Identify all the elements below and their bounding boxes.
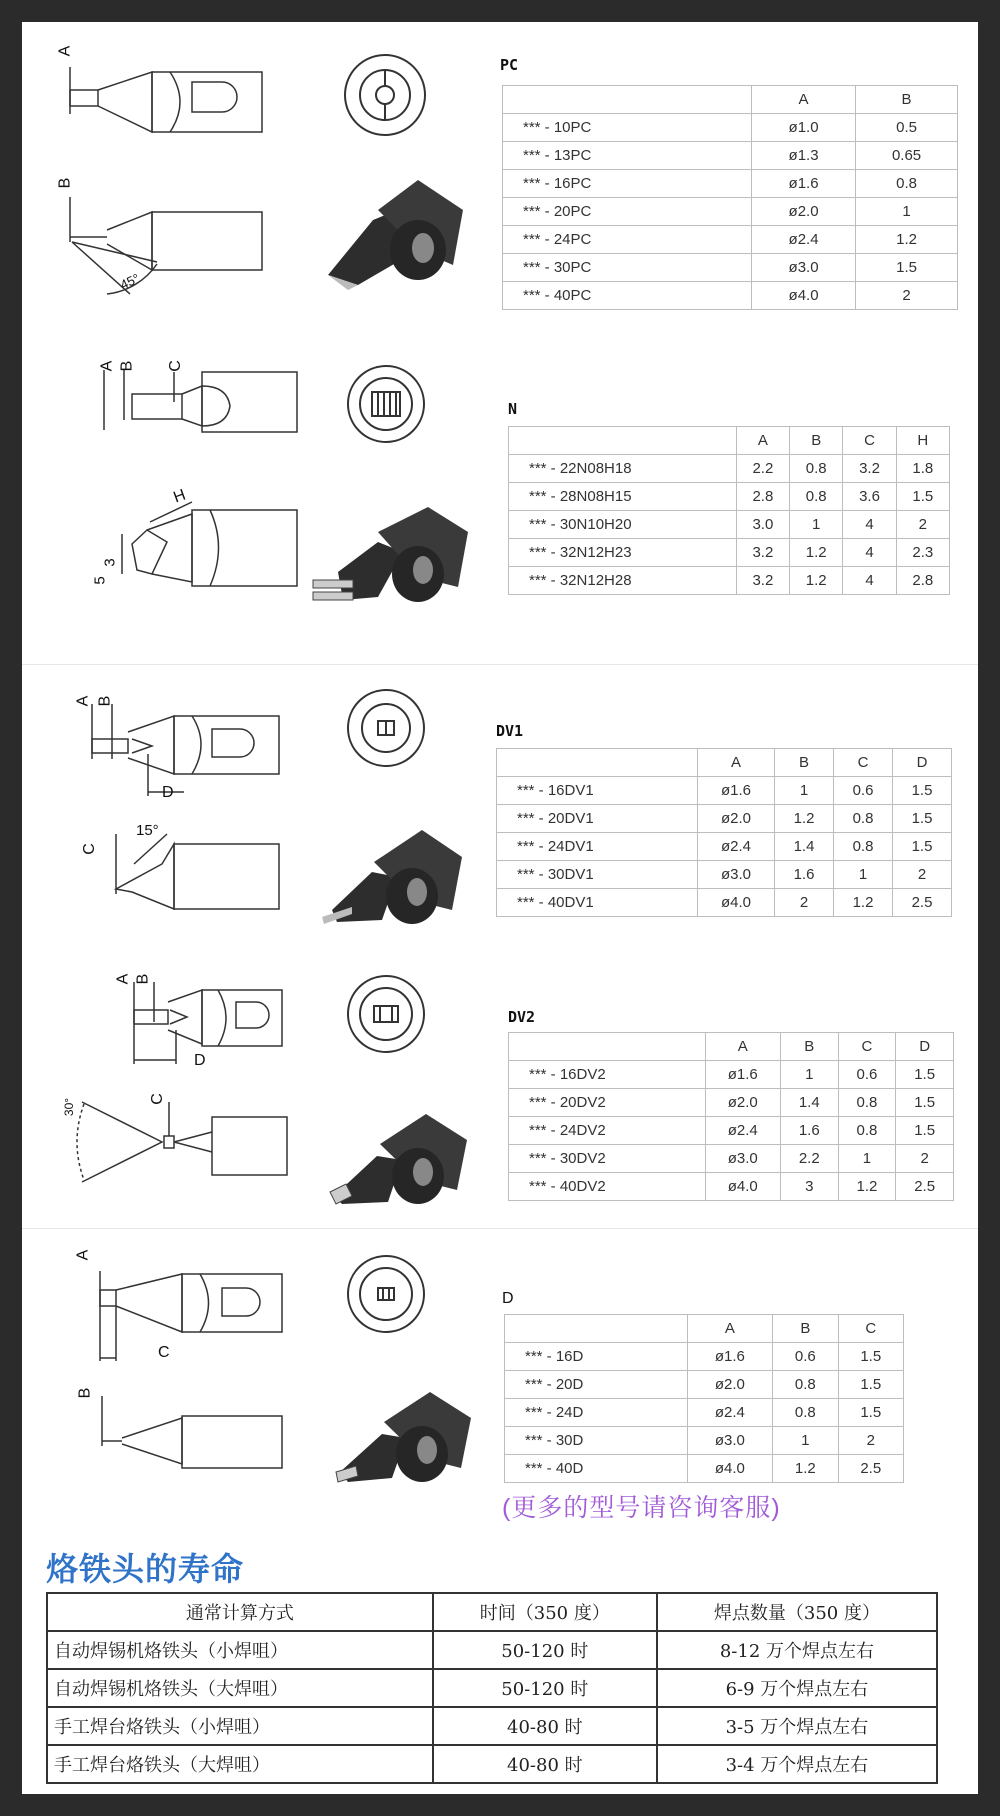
value-cell: ø3.0: [697, 861, 774, 889]
table-header-cell: B: [775, 749, 834, 777]
value-cell: 1.6: [780, 1117, 838, 1145]
value-cell: 1.5: [893, 833, 952, 861]
value-cell: 2: [896, 511, 949, 539]
model-cell: *** - 40PC: [503, 282, 752, 310]
model-cell: *** - 20D: [505, 1371, 688, 1399]
value-cell: 1.5: [896, 1117, 954, 1145]
model-cell: *** - 24D: [505, 1399, 688, 1427]
value-cell: 1.2: [773, 1455, 838, 1483]
table-header-cell: 时间（350 度）: [433, 1593, 657, 1631]
table-row: [503, 254, 958, 282]
value-cell: ø2.4: [752, 226, 856, 254]
model-cell: *** - 24PC: [503, 226, 752, 254]
table-row: [505, 1399, 904, 1427]
table-row: [47, 1631, 937, 1669]
value-cell: 0.8: [790, 455, 843, 483]
table-row: [509, 1173, 954, 1201]
value-cell: 1.5: [856, 254, 958, 282]
dv1-label-a: A: [74, 695, 92, 707]
table-row: [503, 198, 958, 226]
dv2-label-d: D: [194, 1052, 206, 1069]
dv2-label-angle: 30°: [62, 1097, 77, 1117]
value-cell: 4: [843, 511, 896, 539]
dv2-spec-table: [508, 1032, 954, 1201]
tip-life-table: [46, 1592, 938, 1784]
value-cell: ø3.0: [752, 254, 856, 282]
value-cell: 0.8: [834, 805, 893, 833]
value-cell: 1.5: [896, 483, 949, 511]
value-cell: 3.6: [843, 483, 896, 511]
pc-spec-table: [502, 85, 958, 310]
table-row: [505, 1427, 904, 1455]
dv1-tip-end-view-icon: [344, 686, 428, 770]
table-header-cell: C: [834, 749, 893, 777]
pc-label-b: B: [56, 177, 74, 189]
value-cell: ø1.6: [705, 1061, 780, 1089]
dv2-tip-end-view-icon: [344, 972, 428, 1056]
table-header-row: [47, 1593, 937, 1631]
table-row: [503, 170, 958, 198]
d-label-c: C: [158, 1344, 170, 1361]
value-cell: ø1.6: [697, 777, 774, 805]
table-header-cell: B: [773, 1315, 838, 1343]
value-cell: ø4.0: [687, 1455, 772, 1483]
d-tip-end-view-icon: [344, 1252, 428, 1336]
table-row: [47, 1669, 937, 1707]
value-cell: 1.4: [775, 833, 834, 861]
value-cell: 2.5: [896, 1173, 954, 1201]
table-row: [505, 1371, 904, 1399]
dv1-title: DV1: [496, 722, 524, 740]
model-cell: *** - 22N08H18: [509, 455, 737, 483]
table-header-cell: A: [736, 427, 789, 455]
table-header-cell: B: [856, 86, 958, 114]
section-n: [22, 322, 978, 662]
model-cell: *** - 20PC: [503, 198, 752, 226]
n-tip-end-view-icon: [344, 362, 428, 446]
dv1-tip-profile-diagram: [72, 684, 292, 924]
table-header-cell: B: [780, 1033, 838, 1061]
table-row: [509, 511, 950, 539]
value-cell: ø4.0: [705, 1173, 780, 1201]
model-cell: *** - 30PC: [503, 254, 752, 282]
model-cell: *** - 13PC: [503, 142, 752, 170]
model-cell: *** - 30DV1: [497, 861, 698, 889]
d-tip-profile-diagram: [82, 1246, 292, 1476]
dv2-tip-profile-diagram: [62, 972, 292, 1202]
value-cell: 0.6: [773, 1343, 838, 1371]
table-header-cell: C: [843, 427, 896, 455]
model-cell: *** - 32N12H23: [509, 539, 737, 567]
section-pc: [22, 22, 978, 322]
pc-label-angle: 45°: [117, 270, 142, 293]
model-cell: 自动焊锡机烙铁头（大焊咀）: [47, 1669, 433, 1707]
value-cell: 0.8: [773, 1371, 838, 1399]
model-cell: *** - 24DV1: [497, 833, 698, 861]
value-cell: ø2.0: [752, 198, 856, 226]
value-cell: 1: [834, 861, 893, 889]
table-header-cell: [497, 749, 698, 777]
n-label-a: A: [98, 360, 116, 372]
table-row: [497, 833, 952, 861]
table-row: [503, 226, 958, 254]
value-cell: 0.8: [773, 1399, 838, 1427]
value-cell: 1: [790, 511, 843, 539]
dv1-label-c: C: [80, 843, 98, 855]
table-header-cell: [503, 86, 752, 114]
dv1-label-d: D: [162, 784, 174, 801]
value-cell: 40-80 时: [433, 1745, 657, 1783]
value-cell: 0.8: [838, 1089, 896, 1117]
model-cell: *** - 28N08H15: [509, 483, 737, 511]
table-header-cell: A: [705, 1033, 780, 1061]
table-row: [509, 1089, 954, 1117]
table-row: [497, 861, 952, 889]
value-cell: 8-12 万个焊点左右: [657, 1631, 937, 1669]
value-cell: 1: [780, 1061, 838, 1089]
value-cell: 0.8: [834, 833, 893, 861]
value-cell: 1: [838, 1145, 896, 1173]
model-cell: *** - 20DV2: [509, 1089, 706, 1117]
section-dv2: [22, 952, 978, 1222]
dv1-label-angle: 15°: [136, 822, 159, 839]
value-cell: 0.8: [856, 170, 958, 198]
value-cell: ø2.0: [687, 1371, 772, 1399]
n-label-c: C: [166, 360, 184, 372]
value-cell: ø1.6: [752, 170, 856, 198]
dv2-label-c: C: [148, 1093, 166, 1105]
pc-tip-3d-render-icon: [318, 170, 468, 295]
table-row: [47, 1745, 937, 1783]
value-cell: 50-120 时: [433, 1669, 657, 1707]
table-row: [509, 1117, 954, 1145]
value-cell: 3.2: [736, 567, 789, 595]
value-cell: 1.2: [834, 889, 893, 917]
table-header-row: [505, 1315, 904, 1343]
table-row: [509, 539, 950, 567]
value-cell: 0.8: [790, 483, 843, 511]
table-header-cell: 焊点数量（350 度）: [657, 1593, 937, 1631]
value-cell: 1.5: [893, 777, 952, 805]
value-cell: 1.8: [896, 455, 949, 483]
value-cell: 4: [843, 567, 896, 595]
value-cell: 3.0: [736, 511, 789, 539]
d-label-b: B: [76, 1387, 94, 1399]
more-models-note: (更多的型号请咨询客服): [502, 1494, 781, 1522]
value-cell: 3-5 万个焊点左右: [657, 1707, 937, 1745]
value-cell: 1.2: [856, 226, 958, 254]
table-row: [47, 1707, 937, 1745]
table-row: [509, 567, 950, 595]
value-cell: 1.5: [838, 1371, 903, 1399]
value-cell: 2: [893, 861, 952, 889]
table-header-row: [509, 1033, 954, 1061]
value-cell: 40-80 时: [433, 1707, 657, 1745]
value-cell: ø4.0: [752, 282, 856, 310]
value-cell: ø3.0: [705, 1145, 780, 1173]
model-cell: *** - 30D: [505, 1427, 688, 1455]
table-row: [509, 483, 950, 511]
value-cell: 1.5: [896, 1061, 954, 1089]
dv2-title: DV2: [508, 1008, 536, 1026]
table-header-cell: C: [838, 1033, 896, 1061]
table-row: [497, 777, 952, 805]
value-cell: 3: [780, 1173, 838, 1201]
n-tip-3d-render-icon: [308, 502, 478, 622]
table-row: [509, 455, 950, 483]
value-cell: ø2.4: [687, 1399, 772, 1427]
model-cell: *** - 10PC: [503, 114, 752, 142]
value-cell: ø3.0: [687, 1427, 772, 1455]
value-cell: 3.2: [843, 455, 896, 483]
model-cell: 手工焊台烙铁头（大焊咀）: [47, 1745, 433, 1783]
table-header-row: [497, 749, 952, 777]
model-cell: *** - 16DV2: [509, 1061, 706, 1089]
section-d: [22, 1232, 978, 1492]
n-spec-table: [508, 426, 950, 595]
value-cell: 6-9 万个焊点左右: [657, 1669, 937, 1707]
n-label-five: 5: [91, 576, 109, 585]
dv1-spec-table: [496, 748, 952, 917]
table-row: [509, 1061, 954, 1089]
catalog-panel: [22, 22, 978, 1794]
model-cell: *** - 16DV1: [497, 777, 698, 805]
value-cell: ø1.3: [752, 142, 856, 170]
tip-life-title: 烙铁头的寿命: [46, 1551, 245, 1587]
value-cell: 1.5: [838, 1399, 903, 1427]
n-title: N: [508, 400, 518, 418]
value-cell: ø2.0: [705, 1089, 780, 1117]
model-cell: *** - 30DV2: [509, 1145, 706, 1173]
pc-tip-profile-diagram: [52, 32, 282, 312]
value-cell: 1: [773, 1427, 838, 1455]
value-cell: 3.2: [736, 539, 789, 567]
pc-title: PC: [500, 56, 519, 74]
n-tip-profile-diagram: [92, 342, 302, 632]
model-cell: *** - 16PC: [503, 170, 752, 198]
dv2-label-a: A: [114, 973, 132, 985]
dv1-tip-3d-render-icon: [312, 822, 472, 932]
table-row: [497, 889, 952, 917]
table-header-cell: D: [896, 1033, 954, 1061]
model-cell: *** - 20DV1: [497, 805, 698, 833]
value-cell: 2.5: [893, 889, 952, 917]
value-cell: ø2.0: [697, 805, 774, 833]
value-cell: 1.2: [838, 1173, 896, 1201]
table-header-cell: [509, 1033, 706, 1061]
value-cell: 1.2: [775, 805, 834, 833]
value-cell: 2: [896, 1145, 954, 1173]
dv1-label-b: B: [96, 695, 114, 707]
value-cell: 1: [775, 777, 834, 805]
n-label-three: 3: [101, 558, 119, 567]
table-header-cell: 通常计算方式: [47, 1593, 433, 1631]
table-row: [503, 114, 958, 142]
model-cell: *** - 16D: [505, 1343, 688, 1371]
table-row: [509, 1145, 954, 1173]
value-cell: 2: [838, 1427, 903, 1455]
value-cell: 2.5: [838, 1455, 903, 1483]
model-cell: *** - 32N12H28: [509, 567, 737, 595]
model-cell: *** - 24DV2: [509, 1117, 706, 1145]
table-row: [503, 142, 958, 170]
value-cell: ø2.4: [697, 833, 774, 861]
value-cell: 2: [856, 282, 958, 310]
table-header-row: [509, 427, 950, 455]
model-cell: *** - 40D: [505, 1455, 688, 1483]
table-header-cell: D: [893, 749, 952, 777]
table-header-row: [503, 86, 958, 114]
table-row: [505, 1343, 904, 1371]
table-header-cell: A: [752, 86, 856, 114]
value-cell: 3-4 万个焊点左右: [657, 1745, 937, 1783]
value-cell: 2.3: [896, 539, 949, 567]
pc-label-a: A: [56, 45, 74, 57]
value-cell: 2.8: [736, 483, 789, 511]
section-dv1: [22, 672, 978, 942]
section-divider: [22, 664, 978, 665]
model-cell: *** - 40DV2: [509, 1173, 706, 1201]
section-divider: [22, 1228, 978, 1229]
model-cell: 自动焊锡机烙铁头（小焊咀）: [47, 1631, 433, 1669]
value-cell: 1.4: [780, 1089, 838, 1117]
model-cell: *** - 30N10H20: [509, 511, 737, 539]
value-cell: ø1.6: [687, 1343, 772, 1371]
table-header-cell: A: [687, 1315, 772, 1343]
table-row: [503, 282, 958, 310]
d-title: D: [502, 1290, 514, 1307]
value-cell: 0.8: [838, 1117, 896, 1145]
value-cell: ø4.0: [697, 889, 774, 917]
value-cell: 2.2: [736, 455, 789, 483]
table-header-cell: C: [838, 1315, 903, 1343]
table-row: [497, 805, 952, 833]
value-cell: 1.2: [790, 567, 843, 595]
value-cell: 0.6: [838, 1061, 896, 1089]
value-cell: ø1.0: [752, 114, 856, 142]
value-cell: 0.6: [834, 777, 893, 805]
d-spec-table: [504, 1314, 904, 1483]
pc-tip-end-view-icon: [340, 50, 430, 140]
value-cell: 2: [775, 889, 834, 917]
d-tip-3d-render-icon: [326, 1382, 476, 1492]
value-cell: 1.5: [896, 1089, 954, 1117]
value-cell: 1.5: [838, 1343, 903, 1371]
table-header-cell: H: [896, 427, 949, 455]
value-cell: 1.6: [775, 861, 834, 889]
value-cell: 1.5: [893, 805, 952, 833]
table-header-cell: B: [790, 427, 843, 455]
value-cell: 4: [843, 539, 896, 567]
value-cell: 2.8: [896, 567, 949, 595]
value-cell: ø2.4: [705, 1117, 780, 1145]
value-cell: 2.2: [780, 1145, 838, 1173]
dv2-label-b: B: [134, 973, 152, 985]
table-header-cell: [505, 1315, 688, 1343]
n-label-h: H: [171, 486, 188, 507]
model-cell: *** - 40DV1: [497, 889, 698, 917]
dv2-tip-3d-render-icon: [322, 1104, 472, 1214]
value-cell: 0.65: [856, 142, 958, 170]
value-cell: 50-120 时: [433, 1631, 657, 1669]
table-header-cell: A: [697, 749, 774, 777]
n-label-b: B: [118, 360, 136, 372]
model-cell: 手工焊台烙铁头（小焊咀）: [47, 1707, 433, 1745]
value-cell: 0.5: [856, 114, 958, 142]
d-label-a: A: [74, 1249, 92, 1261]
value-cell: 1.2: [790, 539, 843, 567]
table-header-cell: [509, 427, 737, 455]
table-row: [505, 1455, 904, 1483]
value-cell: 1: [856, 198, 958, 226]
